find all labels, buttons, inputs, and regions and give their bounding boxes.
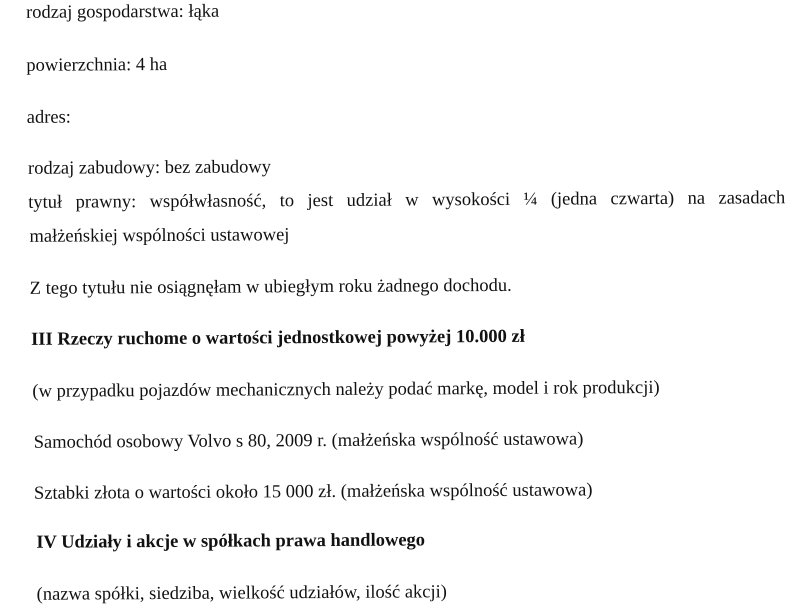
legal-title-line: tytuł prawny: współwłasność, to jest udział w wysokości ¼ (jedna czwarta) na zasadach bbox=[28, 188, 786, 213]
vehicle-instruction-line: (w przypadku pojazdów mechanicznych należy podać markę, model i rok produkcji) bbox=[32, 377, 660, 402]
income-statement-line: Z tego tytułu nie osiągnęłam w ubiegłym roku żadnego dochodu. bbox=[29, 275, 512, 299]
section-iii-heading: III Rzeczy ruchome o wartości jednostkowej powyżej 10.000 zł bbox=[31, 326, 525, 350]
section-iv-heading: IV Udziały i akcje w spółkach prawa handlowego bbox=[36, 530, 426, 553]
address-line: adres: bbox=[26, 107, 71, 128]
building-type-line: rodzaj zabudowy: bez zabudowy bbox=[27, 157, 272, 179]
gold-bars-entry-line: Sztabki złota o wartości około 15 000 zł. (małżeńska wspólność ustawowa) bbox=[33, 480, 593, 504]
farm-type-line: rodzaj gospodarstwa: łąka bbox=[26, 1, 220, 23]
shares-instruction-line: (nazwa spółki, siedziba, wielkość udziałów, ilość akcji) bbox=[36, 582, 447, 605]
marital-property-line: małżeńskiej wspólności ustawowej bbox=[29, 225, 290, 247]
car-entry-line: Samochód osobowy Volvo s 80, 2009 r. (małżeńska wspólność ustawowa) bbox=[33, 429, 584, 453]
area-line: powierzchnia: 4 ha bbox=[26, 54, 168, 76]
